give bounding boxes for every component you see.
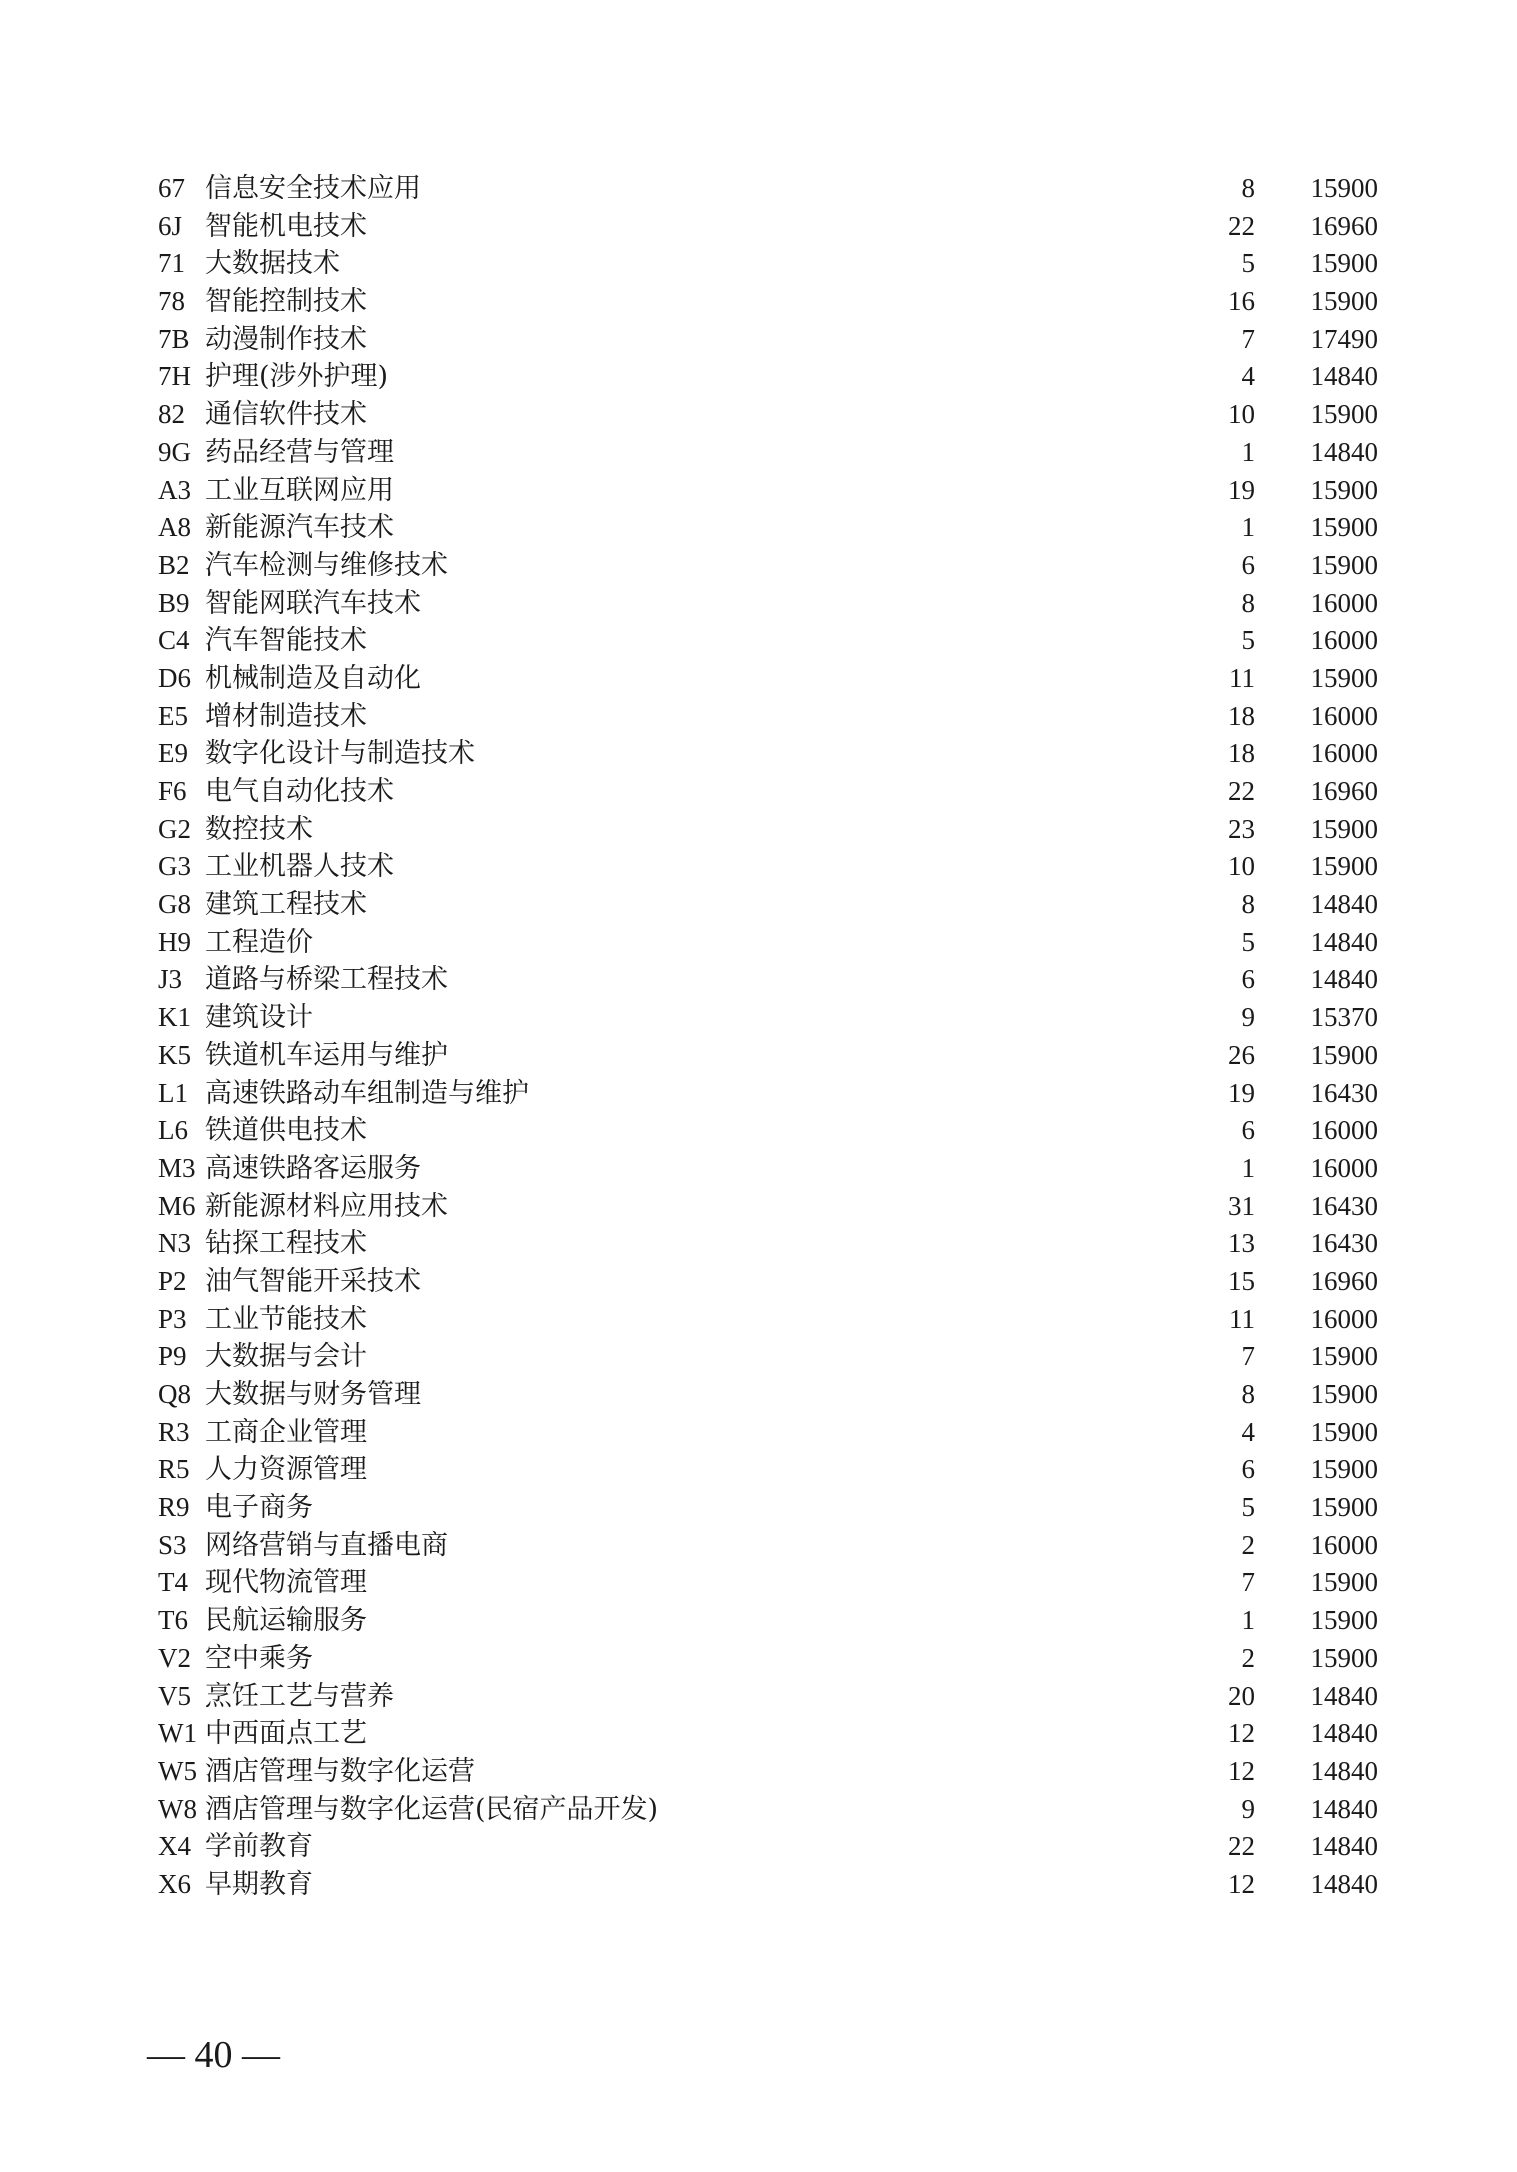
major-name: 人力资源管理 [205, 1454, 367, 1486]
enrollment-count: 22 [1228, 1831, 1255, 1862]
enrollment-count: 23 [1228, 813, 1255, 844]
list-row [158, 1753, 1378, 1791]
major-code: T6 [158, 1605, 188, 1636]
list-row [158, 434, 1378, 472]
major-name: 工业互联网应用 [205, 474, 394, 506]
major-name: 道路与桥梁工程技术 [205, 964, 448, 996]
list-row [158, 735, 1378, 773]
enrollment-count: 9 [1241, 1002, 1255, 1033]
tuition-fee: 15900 [1310, 1492, 1378, 1523]
major-code: 7H [158, 361, 191, 392]
major-name: 动漫制作技术 [205, 323, 367, 355]
list-row [158, 1451, 1378, 1489]
page-number: — 40 — [147, 2034, 280, 2076]
major-code: G8 [158, 889, 191, 920]
major-code: V2 [158, 1642, 191, 1673]
enrollment-count: 1 [1241, 1152, 1255, 1183]
tuition-fee: 15900 [1310, 474, 1378, 505]
major-name: 汽车检测与维修技术 [205, 549, 448, 581]
enrollment-count: 4 [1241, 1416, 1255, 1447]
enrollment-count: 15 [1228, 1265, 1255, 1296]
major-name: 护理(涉外护理) [205, 361, 389, 393]
major-code: G2 [158, 813, 191, 844]
enrollment-count: 12 [1228, 1868, 1255, 1899]
major-code: 71 [158, 248, 185, 279]
list-row [158, 509, 1378, 547]
enrollment-count: 10 [1228, 851, 1255, 882]
major-code: E5 [158, 700, 188, 731]
enrollment-count: 2 [1241, 1529, 1255, 1560]
list-row [158, 1338, 1378, 1376]
list-row [158, 208, 1378, 246]
tuition-fee: 16000 [1310, 1529, 1378, 1560]
major-code: P3 [158, 1303, 187, 1334]
major-code: P9 [158, 1341, 187, 1372]
tuition-fee: 16960 [1310, 776, 1378, 806]
enrollment-count: 12 [1228, 1755, 1255, 1786]
enrollment-count: 16 [1228, 286, 1255, 317]
list-row [158, 358, 1378, 396]
list-row [158, 1263, 1378, 1301]
major-code: G3 [158, 851, 191, 882]
enrollment-count: 12 [1228, 1718, 1255, 1749]
enrollment-count: 11 [1229, 662, 1255, 693]
major-name: 铁道机车运用与维护 [205, 1039, 448, 1071]
list-row [158, 1188, 1378, 1226]
major-name: 智能控制技术 [205, 286, 367, 318]
major-name: 酒店管理与数字化运营 [205, 1755, 475, 1787]
enrollment-count: 19 [1228, 1077, 1255, 1108]
enrollment-count: 1 [1241, 512, 1255, 543]
major-name: 增材制造技术 [205, 700, 367, 732]
tuition-fee: 16000 [1310, 1303, 1378, 1334]
list-row [158, 1037, 1378, 1075]
tuition-fee: 14840 [1310, 926, 1378, 957]
major-code: H9 [158, 926, 191, 957]
major-name: 汽车智能技术 [205, 625, 367, 657]
tuition-fee: 17490 [1310, 323, 1378, 354]
major-name: 电子商务 [205, 1492, 313, 1524]
major-code: V5 [158, 1680, 191, 1711]
tuition-fee: 16000 [1310, 700, 1378, 731]
enrollment-count: 18 [1228, 700, 1255, 731]
list-row [158, 547, 1378, 585]
enrollment-count: 13 [1228, 1228, 1255, 1259]
list-row [158, 1828, 1378, 1866]
major-name: 大数据与会计 [205, 1341, 367, 1373]
major-name: 建筑设计 [205, 1002, 313, 1034]
tuition-fee: 16430 [1310, 1228, 1378, 1259]
tuition-fee: 15900 [1310, 173, 1378, 203]
list-row [158, 811, 1378, 849]
list-row [158, 698, 1378, 736]
tuition-fee: 15900 [1310, 512, 1378, 543]
major-code: K1 [158, 1002, 191, 1033]
major-code: N3 [158, 1228, 191, 1259]
enrollment-count: 5 [1241, 625, 1255, 656]
tuition-fee: 15900 [1310, 549, 1378, 580]
tuition-fee: 15900 [1310, 1379, 1378, 1409]
major-name: 药品经营与管理 [205, 436, 394, 468]
enrollment-count: 5 [1241, 926, 1255, 957]
list-row [158, 1866, 1378, 1904]
tuition-fee: 16960 [1310, 210, 1378, 241]
major-code: E9 [158, 738, 188, 769]
enrollment-count: 19 [1228, 474, 1255, 505]
list-row [158, 924, 1378, 962]
tuition-fee: 16000 [1310, 1115, 1378, 1146]
major-name: 早期教育 [205, 1868, 313, 1900]
major-code: B9 [158, 587, 190, 618]
major-code: R3 [158, 1416, 190, 1447]
major-code: X4 [158, 1831, 191, 1862]
tuition-fee: 16000 [1310, 625, 1378, 656]
major-name: 学前教育 [205, 1831, 313, 1863]
major-code: 7B [158, 323, 190, 354]
enrollment-count: 10 [1228, 399, 1255, 430]
list-row [158, 1527, 1378, 1565]
list-row [158, 1376, 1378, 1414]
major-name: 中西面点工艺 [205, 1718, 367, 1750]
tuition-fee: 16000 [1310, 1152, 1378, 1183]
tuition-fee: 14840 [1310, 361, 1378, 392]
major-code: W5 [158, 1755, 197, 1786]
tuition-fee: 15900 [1310, 1605, 1378, 1636]
tuition-fee: 15900 [1310, 1341, 1378, 1372]
enrollment-count: 31 [1228, 1190, 1255, 1221]
list-row [158, 622, 1378, 660]
major-code: S3 [158, 1529, 187, 1560]
list-row [158, 660, 1378, 698]
tuition-fee: 14840 [1310, 1680, 1378, 1711]
tuition-fee: 16960 [1310, 1265, 1378, 1296]
enrollment-count: 7 [1241, 323, 1255, 354]
tuition-fee: 14840 [1310, 1718, 1378, 1749]
list-row [158, 170, 1378, 208]
major-code: T4 [158, 1567, 188, 1598]
list-row [158, 283, 1378, 321]
enrollment-count: 26 [1228, 1039, 1255, 1070]
enrollment-count: 18 [1228, 738, 1255, 769]
enrollment-count: 8 [1241, 173, 1255, 203]
major-code: L6 [158, 1115, 188, 1146]
major-code: R9 [158, 1492, 190, 1523]
tuition-fee: 15900 [1310, 1642, 1378, 1673]
enrollment-count: 7 [1241, 1341, 1255, 1372]
major-code: 6J [158, 210, 183, 241]
tuition-fee: 15900 [1310, 248, 1378, 279]
enrollment-count: 1 [1241, 436, 1255, 467]
list-row [158, 1489, 1378, 1527]
major-code: C4 [158, 625, 190, 656]
major-name: 智能机电技术 [205, 210, 367, 242]
major-code: X6 [158, 1868, 191, 1899]
tuition-fee: 15900 [1310, 1567, 1378, 1598]
list-row [158, 999, 1378, 1037]
major-name: 烹饪工艺与营养 [205, 1680, 394, 1712]
major-code: Q8 [158, 1379, 191, 1409]
enrollment-count: 5 [1241, 1492, 1255, 1523]
major-name: 大数据与财务管理 [205, 1379, 421, 1410]
major-code: J3 [158, 964, 183, 995]
tuition-fee: 15900 [1310, 813, 1378, 844]
major-name: 高速铁路客运服务 [205, 1152, 421, 1184]
enrollment-count: 7 [1241, 1567, 1255, 1598]
tuition-fee: 16000 [1310, 587, 1378, 618]
enrollment-count: 8 [1241, 587, 1255, 618]
major-name: 工商企业管理 [205, 1416, 367, 1448]
list-row [158, 1602, 1378, 1640]
list-row [158, 472, 1378, 510]
major-name: 数字化设计与制造技术 [205, 738, 475, 770]
major-name: 油气智能开采技术 [205, 1265, 421, 1297]
major-code: R5 [158, 1454, 190, 1485]
list-row [158, 1678, 1378, 1716]
major-list [158, 170, 1378, 1904]
enrollment-count: 6 [1241, 1454, 1255, 1485]
major-name: 新能源汽车技术 [205, 512, 394, 544]
list-row [158, 1075, 1378, 1113]
tuition-fee: 16000 [1310, 738, 1378, 769]
tuition-fee: 15900 [1310, 1416, 1378, 1447]
list-row [158, 1301, 1378, 1339]
list-row [158, 1715, 1378, 1753]
major-code: A3 [158, 474, 191, 505]
major-code: A8 [158, 512, 191, 543]
enrollment-count: 1 [1241, 1605, 1255, 1636]
list-row [158, 585, 1378, 623]
tuition-fee: 16430 [1310, 1077, 1378, 1108]
tuition-fee: 15900 [1310, 851, 1378, 882]
list-row [158, 1791, 1378, 1829]
list-row [158, 1564, 1378, 1602]
major-code: W1 [158, 1718, 197, 1749]
major-code: W8 [158, 1793, 197, 1824]
major-code: F6 [158, 776, 187, 806]
tuition-fee: 15900 [1310, 1039, 1378, 1070]
tuition-fee: 14840 [1310, 1868, 1378, 1899]
major-code: M3 [158, 1152, 196, 1183]
tuition-fee: 14840 [1310, 1831, 1378, 1862]
major-code: M6 [158, 1190, 196, 1221]
major-name: 铁道供电技术 [205, 1115, 367, 1147]
major-name: 智能网联汽车技术 [205, 587, 421, 619]
list-row [158, 773, 1378, 811]
tuition-fee: 15900 [1310, 399, 1378, 430]
major-name: 民航运输服务 [205, 1605, 367, 1637]
major-name: 建筑工程技术 [205, 889, 367, 921]
tuition-fee: 14840 [1310, 436, 1378, 467]
tuition-fee: 14840 [1310, 964, 1378, 995]
major-name: 通信软件技术 [205, 399, 367, 431]
major-name: 工业机器人技术 [205, 851, 394, 883]
major-code: 82 [158, 399, 185, 430]
enrollment-count: 2 [1241, 1642, 1255, 1673]
list-row [158, 886, 1378, 924]
list-row [158, 1112, 1378, 1150]
major-name: 工业节能技术 [205, 1303, 367, 1335]
tuition-fee: 14840 [1310, 1793, 1378, 1824]
major-code: D6 [158, 662, 191, 693]
major-code: P2 [158, 1265, 187, 1296]
tuition-fee: 15900 [1310, 286, 1378, 317]
enrollment-count: 9 [1241, 1793, 1255, 1824]
major-code: 78 [158, 286, 185, 317]
tuition-fee: 15900 [1310, 1454, 1378, 1485]
enrollment-count: 20 [1228, 1680, 1255, 1711]
list-row [158, 1150, 1378, 1188]
list-row [158, 961, 1378, 999]
major-code: 67 [158, 173, 185, 203]
major-name: 大数据技术 [205, 248, 340, 280]
major-name: 工程造价 [205, 926, 313, 958]
enrollment-count: 4 [1241, 361, 1255, 392]
major-code: B2 [158, 549, 190, 580]
tuition-fee: 15900 [1310, 662, 1378, 693]
enrollment-count: 11 [1229, 1303, 1255, 1334]
major-name: 信息安全技术应用 [205, 173, 421, 204]
major-name: 机械制造及自动化 [205, 662, 421, 694]
major-name: 高速铁路动车组制造与维护 [205, 1077, 529, 1109]
list-row [158, 1640, 1378, 1678]
enrollment-count: 22 [1228, 776, 1255, 806]
major-code: 9G [158, 436, 191, 467]
major-name: 现代物流管理 [205, 1567, 367, 1599]
enrollment-count: 22 [1228, 210, 1255, 241]
tuition-fee: 14840 [1310, 1755, 1378, 1786]
list-row [158, 245, 1378, 283]
major-name: 网络营销与直播电商 [205, 1529, 448, 1561]
major-name: 数控技术 [205, 813, 313, 845]
tuition-fee: 16430 [1310, 1190, 1378, 1221]
tuition-fee: 15370 [1310, 1002, 1378, 1033]
enrollment-count: 6 [1241, 964, 1255, 995]
list-row [158, 1414, 1378, 1452]
major-code: K5 [158, 1039, 191, 1070]
list-row [158, 321, 1378, 359]
major-name: 空中乘务 [205, 1642, 313, 1674]
list-row [158, 848, 1378, 886]
major-name: 电气自动化技术 [205, 776, 394, 807]
enrollment-count: 6 [1241, 549, 1255, 580]
major-name: 新能源材料应用技术 [205, 1190, 448, 1222]
list-row [158, 1225, 1378, 1263]
major-name: 酒店管理与数字化运营(民宿产品开发) [205, 1793, 659, 1825]
enrollment-count: 8 [1241, 889, 1255, 920]
major-code: L1 [158, 1077, 188, 1108]
tuition-fee: 14840 [1310, 889, 1378, 920]
major-name: 钻探工程技术 [205, 1228, 367, 1260]
enrollment-count: 6 [1241, 1115, 1255, 1146]
enrollment-count: 8 [1241, 1379, 1255, 1409]
list-row [158, 396, 1378, 434]
enrollment-count: 5 [1241, 248, 1255, 279]
